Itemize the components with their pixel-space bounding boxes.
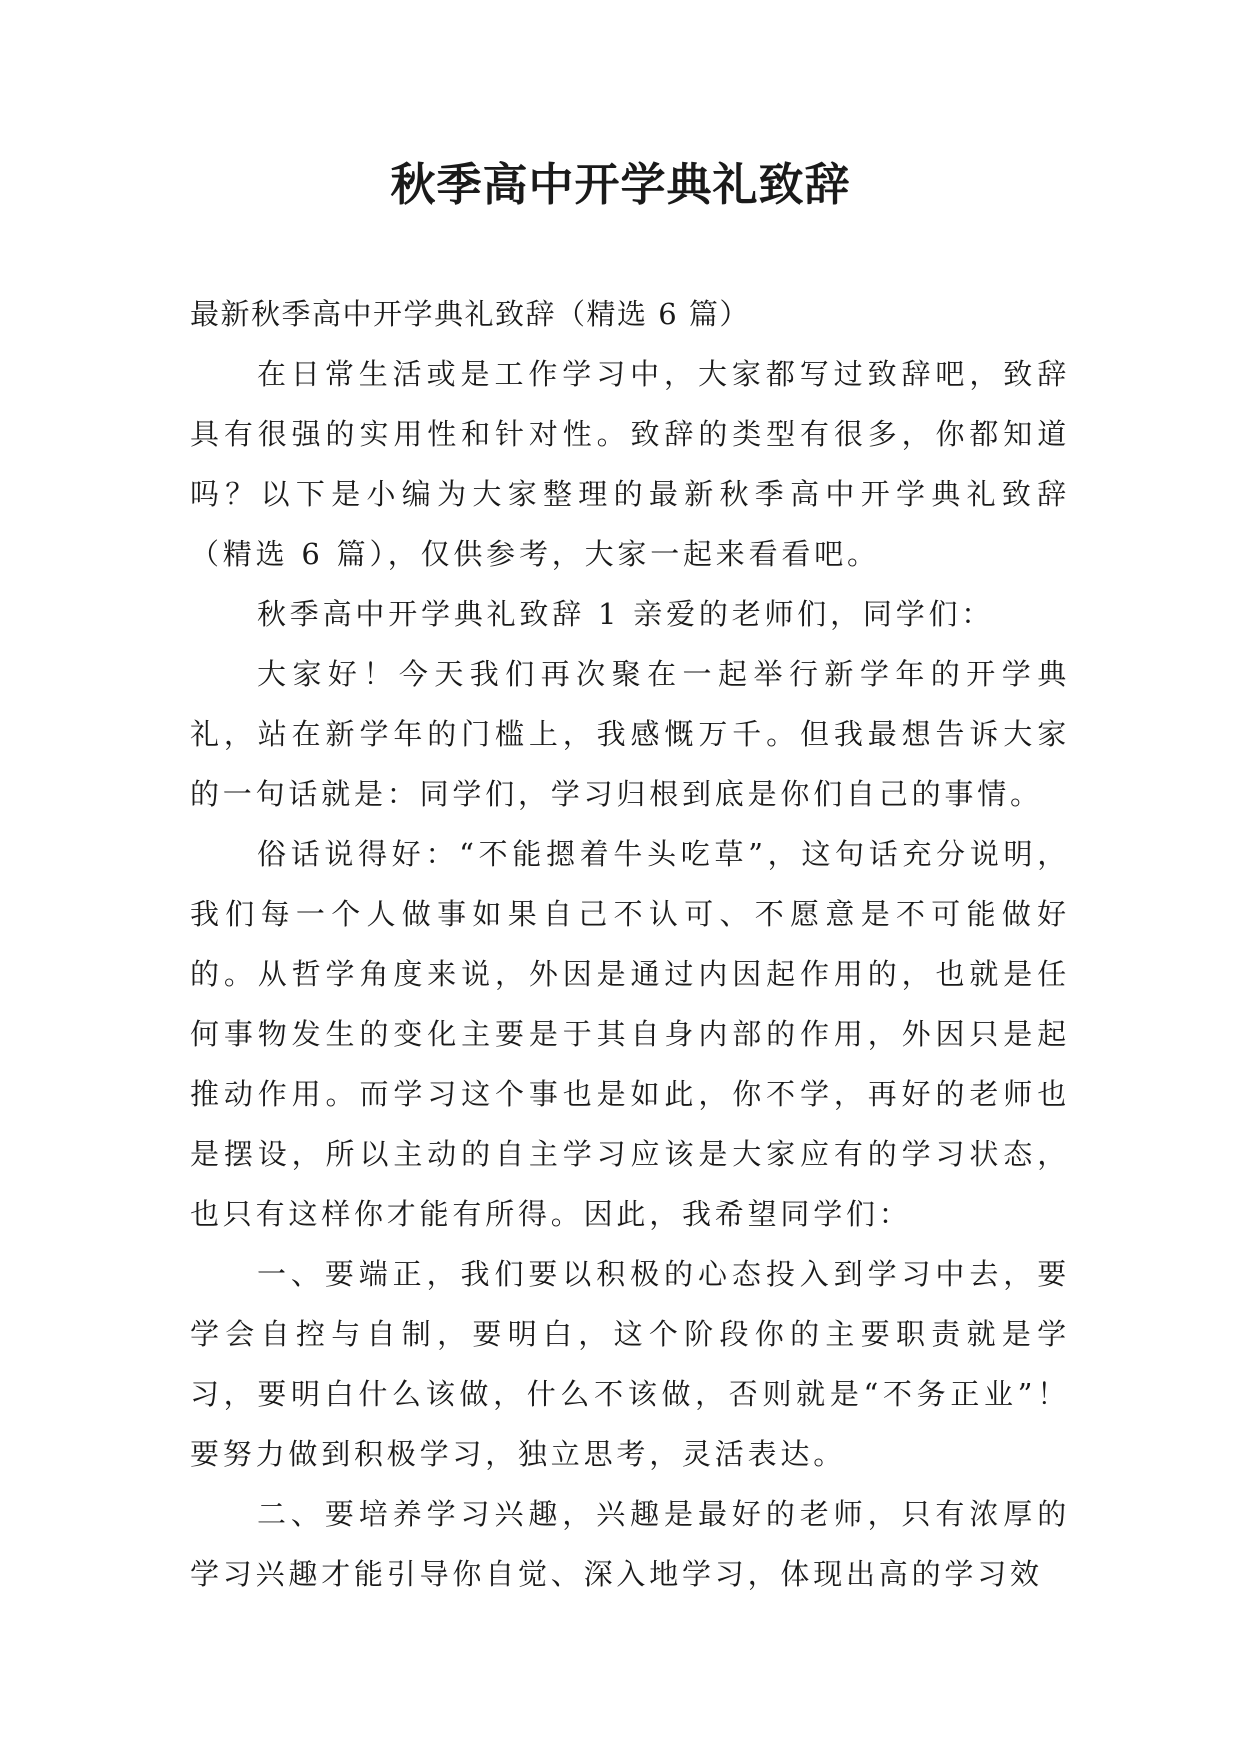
paragraph-intro: 在日常生活或是工作学习中，大家都写过致辞吧，致辞具有很强的实用性和针对性。致辞的类型有很多，你都知道吗？以下是小编为大家整理的最新秋季高中开学典礼致辞（精选 6 篇），仅供参考，大家一起来看看吧。 — [190, 357, 1070, 571]
document-body — [190, 284, 1070, 1604]
paragraph-speech-heading: 秋季高中开学典礼致辞 1 亲爱的老师们，同学们： — [257, 597, 995, 631]
paragraph-proverb: 俗话说得好：“不能摁着牛头吃草”，这句话充分说明，我们每一个人做事如果自己不认可、不愿意是不可能做好的。从哲学角度来说，外因是通过内因起作用的，也就是任何事物发生的变化主要是于其自身内部的作用，外因只是起推动作用。而学习这个事也是如此，你不学，再好的老师也是摆设，所以主动的自主学习应该是大家应有的学习状态，也只有这样你才能有所得。因此，我希望同学们： — [190, 837, 1070, 1231]
paragraph-point-two: 二、要培养学习兴趣，兴趣是最好的老师，只有浓厚的学习兴趣才能引导你自觉、深入地学习，体现出高的学习效 — [190, 1497, 1070, 1591]
document-subtitle: 最新秋季高中开学典礼致辞（精选 6 篇） — [190, 297, 750, 331]
paragraph-point-one: 一、要端正，我们要以积极的心态投入到学习中去，要学会自控与自制，要明白，这个阶段你的主要职责就是学习，要明白什么该做，什么不该做，否则就是“不务正业”！要努力做到积极学习，独立思考，灵活表达。 — [190, 1257, 1070, 1471]
paragraph-greeting: 大家好！今天我们再次聚在一起举行新学年的开学典礼，站在新学年的门槛上，我感慨万千。但我最想告诉大家的一句话就是：同学们，学习归根到底是你们自己的事情。 — [190, 657, 1070, 811]
document-title: 秋季高中开学典礼致辞 — [390, 158, 851, 211]
